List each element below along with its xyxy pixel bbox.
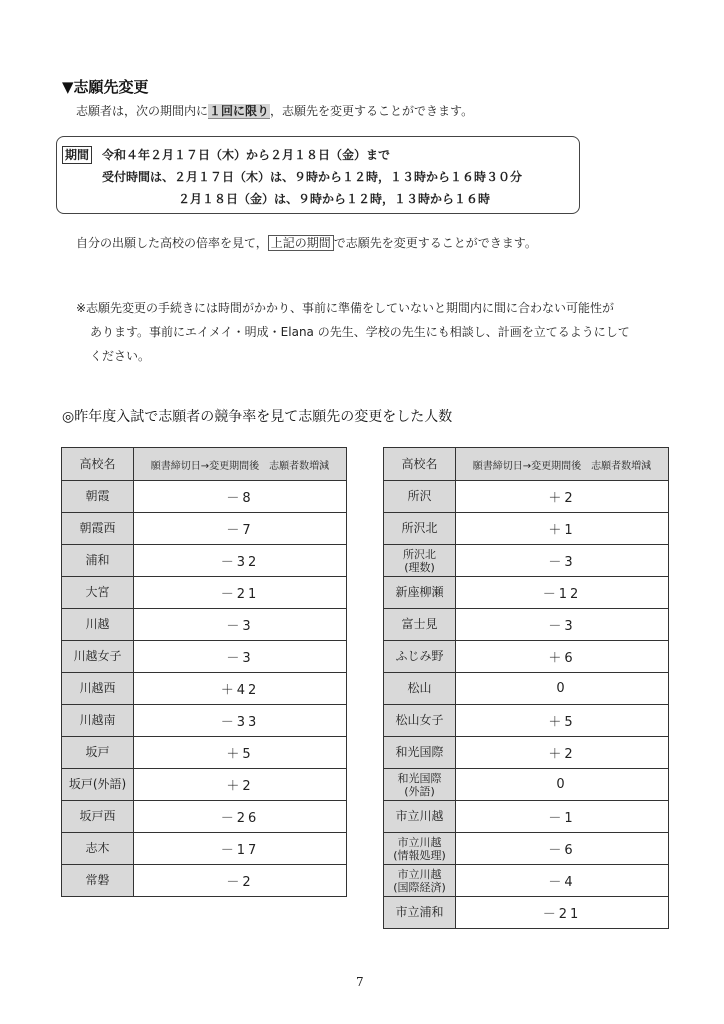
- change-note-before: 自分の出願した高校の倍率を見て，: [76, 236, 268, 250]
- header-change: 願書締切日→変更期間後 志願者数増減: [456, 448, 669, 481]
- school-name-text: 和光国際: [397, 771, 442, 785]
- table-row: [384, 833, 669, 865]
- caution-line-1: ※志願先変更の手続きには時間がかかり、事前に準備をしていないと期間内に間に合わない可能性が: [76, 301, 615, 315]
- applicant-change: ＋2: [456, 737, 669, 769]
- header-school: 高校名: [384, 448, 456, 481]
- school-name: [62, 769, 134, 801]
- table-row: [62, 545, 347, 577]
- intro-text: [76, 102, 473, 119]
- school-name: [384, 801, 456, 833]
- school-name-text: 朝霞: [85, 489, 110, 503]
- school-course-text: (理数): [404, 560, 435, 574]
- header-school: 高校名: [62, 448, 134, 481]
- applicant-change: －21: [134, 577, 347, 609]
- caution-line-2: あります。事前にエイメイ・明成・Elana の先生、学校の先生にも相談し、計画を立てるようにして: [90, 325, 630, 339]
- school-name: [384, 705, 456, 737]
- school-name-text: 富士見: [401, 617, 438, 631]
- caution-note: [76, 296, 676, 368]
- applicant-change: －3: [456, 545, 669, 577]
- table-row: [62, 801, 347, 833]
- applicant-change: ＋5: [134, 737, 347, 769]
- school-name-text: 市立川越: [397, 867, 442, 881]
- school-name-text: 所沢北: [401, 521, 438, 535]
- school-name-text: 和光国際: [395, 745, 444, 759]
- table-row: [384, 769, 669, 801]
- school-name-text: 浦和: [85, 553, 110, 567]
- school-name: [62, 737, 134, 769]
- school-name: [384, 545, 456, 577]
- table-section-title: ◎昨年度入試で志願者の競争率を見て志願先の変更をした人数: [62, 409, 453, 425]
- school-name: [62, 801, 134, 833]
- applicant-change: ＋6: [456, 641, 669, 673]
- intro-before: 志願者は，次の期間内に: [76, 104, 209, 118]
- table-header-row: [384, 448, 669, 481]
- header-change: 願書締切日→変更期間後 志願者数増減: [134, 448, 347, 481]
- school-name-text: 市立川越: [395, 809, 444, 823]
- school-name: [62, 609, 134, 641]
- school-name: [62, 673, 134, 705]
- applicant-change: －32: [134, 545, 347, 577]
- table-row: [384, 641, 669, 673]
- school-name: [384, 865, 456, 897]
- applicant-change: 0: [456, 673, 669, 705]
- school-name: [384, 833, 456, 865]
- period-hours-day2: ２月１８日（金）は、９時から１２時，１３時から１６時: [178, 192, 491, 206]
- left-table: [61, 447, 347, 897]
- applicant-change: －21: [456, 897, 669, 929]
- table-row: [384, 865, 669, 897]
- school-name: [384, 609, 456, 641]
- table-row: [384, 577, 669, 609]
- table-row: [62, 641, 347, 673]
- table-row: [384, 897, 669, 929]
- applicant-change: －3: [134, 641, 347, 673]
- applicant-change: 0: [456, 769, 669, 801]
- table-row: [62, 577, 347, 609]
- school-name-text: 松山: [407, 681, 432, 695]
- period-label: 期間: [62, 146, 92, 164]
- change-note-boxed: 上記の期間: [268, 235, 334, 251]
- intro-after: ，志願先を変更することができます。: [270, 104, 474, 118]
- applicant-change: －3: [456, 609, 669, 641]
- school-name: [384, 737, 456, 769]
- school-name-text: 大宮: [85, 585, 110, 599]
- section-title: ▼志願先変更: [62, 78, 149, 96]
- period-dates: 令和４年２月１７日（木）から２月１８日（金）まで: [102, 148, 391, 162]
- table-row: [62, 481, 347, 513]
- table-row: [62, 705, 347, 737]
- school-name: [384, 769, 456, 801]
- applicant-change: －33: [134, 705, 347, 737]
- table-row: [62, 769, 347, 801]
- table-header-row: [62, 448, 347, 481]
- table-row: [384, 673, 669, 705]
- change-note-after: で志願先を変更することができます。: [333, 236, 537, 250]
- change-note: [76, 234, 537, 251]
- school-name: [384, 641, 456, 673]
- school-name-text: 松山女子: [395, 713, 444, 727]
- school-course-text: (国際経済): [393, 880, 446, 894]
- school-name: [384, 577, 456, 609]
- school-name-text: 川越南: [79, 713, 116, 727]
- school-name: [384, 897, 456, 929]
- applicant-change: －3: [134, 609, 347, 641]
- intro-highlight: １回に限り: [209, 104, 270, 118]
- table-row: [62, 833, 347, 865]
- school-name-text: 常磐: [85, 873, 110, 887]
- applicant-change: －8: [134, 481, 347, 513]
- applicant-change: －12: [456, 577, 669, 609]
- period-hours-day1: 受付時間は、２月１７日（木）は、９時から１２時，１３時から１６時３０分: [102, 170, 523, 184]
- school-name-text: 市立浦和: [395, 905, 444, 919]
- table-row: [62, 737, 347, 769]
- applicant-change: －4: [456, 865, 669, 897]
- school-name-text: 新座柳瀬: [395, 585, 444, 599]
- school-name: [62, 513, 134, 545]
- applicant-change: ＋2: [134, 769, 347, 801]
- school-name: [62, 545, 134, 577]
- school-course-text: (情報処理): [393, 848, 446, 862]
- school-name-text: 朝霞西: [79, 521, 116, 535]
- school-name: [62, 705, 134, 737]
- applicant-change: －2: [134, 865, 347, 897]
- school-name: [62, 833, 134, 865]
- school-name: [384, 673, 456, 705]
- school-name-text: 坂戸西: [79, 809, 116, 823]
- school-name-text: 所沢北: [403, 547, 436, 561]
- school-name-text: 坂戸: [85, 745, 110, 759]
- table-row: [384, 801, 669, 833]
- school-name-text: 市立川越: [397, 835, 442, 849]
- applicant-change: ＋42: [134, 673, 347, 705]
- applicant-change: －26: [134, 801, 347, 833]
- right-table: [383, 447, 669, 929]
- table-row: [62, 865, 347, 897]
- table-row: [384, 705, 669, 737]
- school-name-text: 川越女子: [73, 649, 122, 663]
- school-name: [62, 481, 134, 513]
- table-row: [62, 513, 347, 545]
- school-name-text: 志木: [85, 841, 110, 855]
- school-name-text: ふじみ野: [395, 649, 444, 663]
- applicant-change: －1: [456, 801, 669, 833]
- school-name-text: 川越: [85, 617, 110, 631]
- school-name: [62, 865, 134, 897]
- applicant-change: ＋1: [456, 513, 669, 545]
- page-number: 7: [356, 975, 364, 989]
- school-course-text: (外語): [404, 784, 435, 798]
- table-row: [384, 737, 669, 769]
- applicant-change: ＋5: [456, 705, 669, 737]
- applicant-change: －6: [456, 833, 669, 865]
- applicant-change: ＋2: [456, 481, 669, 513]
- applicant-change: －17: [134, 833, 347, 865]
- table-row: [384, 545, 669, 577]
- school-name-text: 所沢: [407, 489, 432, 503]
- applicant-change: －7: [134, 513, 347, 545]
- table-row: [62, 609, 347, 641]
- table-row: [384, 513, 669, 545]
- caution-line-3: ください。: [90, 349, 151, 363]
- table-row: [384, 481, 669, 513]
- table-row: [62, 673, 347, 705]
- table-row: [384, 609, 669, 641]
- school-name-text: 坂戸(外語): [68, 777, 127, 791]
- school-name-text: 川越西: [79, 681, 116, 695]
- school-name: [384, 481, 456, 513]
- school-name: [62, 577, 134, 609]
- school-name: [384, 513, 456, 545]
- school-name: [62, 641, 134, 673]
